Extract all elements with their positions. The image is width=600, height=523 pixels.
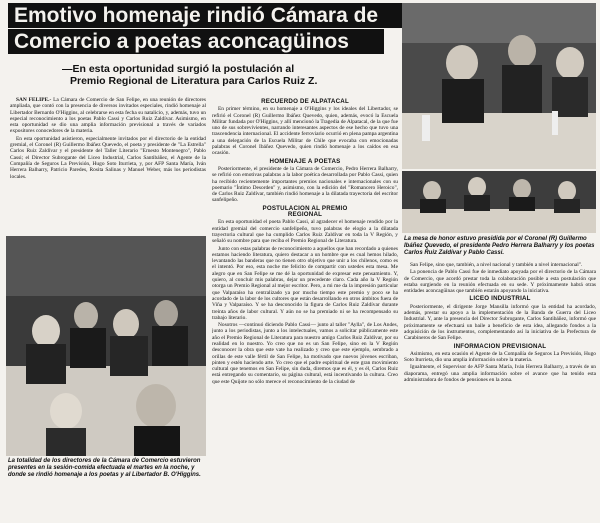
photo-directors-image: [6, 236, 206, 456]
photo-directors-caption: La totalidad de los directores de la Cámara de Comercio estuvieron presentes en la sesión-comida efectuada el martes en la noche, y donde se rindió homenaje a los poetas y al Libertador B. O'Higgins.: [8, 458, 201, 478]
previsional-paragraph: Igualmente, el Supervisor de AFP Santa María, Iván Herrera Balharry, a través de un diaporama, entregó una amplia información sobre el avance que ha tenido esta administradora de fondos de pensiones en la zona.: [404, 364, 596, 384]
section-heading-previsional: INFORMACION PREVISIONAL: [453, 342, 547, 350]
photo-honor-table-caption: La mesa de honor estuvo presidida por el Coronel (R) Guillermo Ibáñez Quevedo, el presidente Pedro Herrera Balharry y los poetas Carlos Ruiz Zaldívar y Pablo Cassi.: [404, 236, 595, 256]
right-intro-paragraph: San Felipe, sino que, también, a nivel nacional y también a nivel internacional".: [410, 262, 583, 268]
previsional-paragraph: Asimismo, en esta ocasión el Agente de la Compañía de Seguros La Previsión, Hugo Soto Iturrieta, dio una amplia información sobre la materia.: [404, 350, 596, 364]
section-heading-liceo: LICEO INDUSTRIAL: [469, 295, 531, 303]
middle-column: [212, 97, 398, 521]
dateline: SAN FELIPE.-: [16, 97, 52, 103]
photo-honor-table: [402, 171, 596, 233]
postulacion-paragraph: Nosotros —continuó diciendo Pablo Cassi— junto al taller "Aylla", de Los Andes, junto a los periodistas, junto a los intelectuales, vamos a solicitar públicamente este año el Premio Regional de Literatura para nuestro amigo Carlos Ruiz Zaldívar, por su realidad en lo nuestro. Yo creo que no es un San Felipe, sino en la V Región desconocer la obra que este vate ha realizado y creo que este ejemplo, sembrado a orillas de este valle fértil de San Felipe, ha motivado que nuevos jóvenes escriban, pinten y estén haciendo arte. Yo creo que el padre espiritual de este gran movimiento cultural que tenemos en San Felipe, sin duda, diremos que es él, y es él, Carlos Ruiz está entregando su comentario, su página cultural, está incentivando la cultura. Creo que este Quijote no sólo merece el reconocimiento de la ciudad de: [212, 322, 398, 385]
headline-line-2: Comercio a poetas aconcagüinos: [8, 29, 384, 54]
section-heading-alpatacal: RECUERDO DE ALPATACAL: [261, 98, 349, 105]
alpatacal-paragraph: En primer término, en su homenaje a O'Higgins y los ideales del Libertador, se refirió el Coronel (R) Guillermo Ibáñez Quevedo, quien, además, evocó la Escuela Militar fundada por O'Higgins, y allí mencionó la Tragedia de Alpatacal, de la que fue uno de sus sobrevivientes, narrando interesantes aspectos de ese hecho que tuvo una trascendencia internacional. El accidente ferroviario ocurrió en plena pampa argentina a una delegación de la Escuela Militar de Chile que evocaba con emocionadas palabras el Coronel Ibáñez Quevedo, quien rindió homenaje a los caídos en esa ocasión.: [212, 106, 398, 157]
right-intro-paragraph: La ponencia de Pablo Cassi fue de inmediato apoyada por el directorio de la Cámara de Comercio, que acordó prestar toda la colaboración posible a esta postulación que estaba surgiendo en la reunión efectuada en su sede. Y próximamente habrá otras entidades aconcagüinas que también estarán apoyando la iniciativa.: [404, 269, 596, 295]
right-column: [404, 262, 596, 521]
photo-honor-table-image: [402, 171, 596, 233]
lead-column: [10, 97, 206, 235]
subheadline: [62, 63, 392, 87]
section-heading-postulacion: POSTULACION AL PREMIO REGIONAL: [262, 204, 348, 219]
section-heading-poetas: HOMENAJE A POETAS: [269, 157, 341, 165]
lead-paragraph: En esta oportunidad asistieron, especialmente invitados por el directorio de la entidad gremial, el Coronel (R) Guillermo Ibáñez Quevedo, el poeta y presidente de "La Estrella" Carlos Ruiz Zaldívar y el presidente del Taller Literario "Ernesto Montenegro", Pablo Cassi; el Director Subrogante del Liceo Industrial, Carlos Santibáñez, el Agente de la Compañía de Seguros La Previsión, Hugo Soto Iturrieta, y, por AFP Santa María, Iván Herrera Balharry, Patricio Paredes, Rosita Salinas y Manuel Weber, más los periodistas locales.: [10, 135, 206, 180]
poetas-paragraph: Posteriormente, el presidente de la Cámara de Comercio, Pedro Herrera Balharry, se refirió con emotivas palabras a la labor poética desarrollada por Pablo Cassi, quien ha recibido recientemente importantes premios nacionales e internacionales con su poemario "Íntimo Desorden" y, asimismo, con la edición del "Romancero Heroico", de Carlos Ruiz Zaldívar, también rindió homenaje a la dilatada trayectoria del escritor sanfelipeño.: [212, 165, 398, 204]
postulacion-paragraph: En esta oportunidad el poeta Pablo Cassi, al agradecer el homenaje rendido por la entidad gremial del comercio sanfelipeño, tuvo palabras de elogio a la dilatada trayectoria cultural que ha cumplido Carlos Ruiz Zaldívar en toda la V Región, y señaló su nombre para que reciba el Premio Regional de Literatura.: [212, 219, 398, 245]
photo-honor-table-top: [402, 3, 596, 169]
headline-line-1: Emotivo homenaje rindió Cámara de: [8, 3, 404, 28]
photo-directors: [6, 236, 206, 456]
subheadline-line-1: —En esta oportunidad surgió la postulación al: [62, 63, 295, 75]
subheadline-line-2: Premio Regional de Literatura para Carlos Ruiz Z.: [70, 75, 318, 87]
postulacion-paragraph: Junto con estas palabras de reconocimiento a aquellos que han recordado a quienes estamos haciendo literatura, quiero destacar a un hombre que es cual hemos hilado, levantando las banderas que no tienen otro objetivo que unir a los chilenos, como es el intentó. Por eso, esta noche me felicito de compartir con ustedes esta mesa. Me alegro que en San Felipe se me dé la oportunidad de expresar este pensamiento. Y, quiero, al concluir mis palabras, dejar un precedente claro. Cada año la V Región otorga un Premio Regional al mejor escritor. Pero, a mi me da la impresión particular que Valparaíso ha centralizado ya por mucho tiempo este premio y poco se ha acordado de la labor de los cultores que están desarrollando en otros ámbitos fuera de Viña y Valparaíso. Y se ha desconocido la figura de Carlos Ruiz Zaldívar durante treinta años de labor cultural. Y aún no se ha premiado ni se ha recompensado su trabajo literario.: [212, 245, 398, 321]
liceo-paragraph: Posteriormente, el dirigente Jorge Mansilla informó que la entidad ha acordado, además, prestar su apoyo a la implementación de la Banda de Guerra del Liceo Industrial. Y, ante la presencia del Director Subrogante, Carlos Santibáñez, informó que próximamente se efectuará un baile a beneficio de esta idea, allegando fondos a la adquisición de los instrumentos, complementando así la iniciativa de la Prefectura de Carabineros de San Felipe.: [404, 303, 596, 342]
photo-honor-table-top-image: [402, 3, 596, 169]
lead-paragraph: SAN FELIPE.- La Cámara de Comercio de San Felipe, en una reunión de directores ampliada, que contó con la presencia de diversos invitados especiales, rindió homenaje al Libertador Bernardo O'Higgins, al celebrarse en esta fecha su natalicio, y, además, tuvo un especial reconocimiento a los poetas Pablo Cassi y Carlos Ruiz Zaldívar. Asimismo, en esta oportunidad se dio una amplia información previsional a través de variados expositores conocedores de la materia.: [10, 97, 206, 135]
